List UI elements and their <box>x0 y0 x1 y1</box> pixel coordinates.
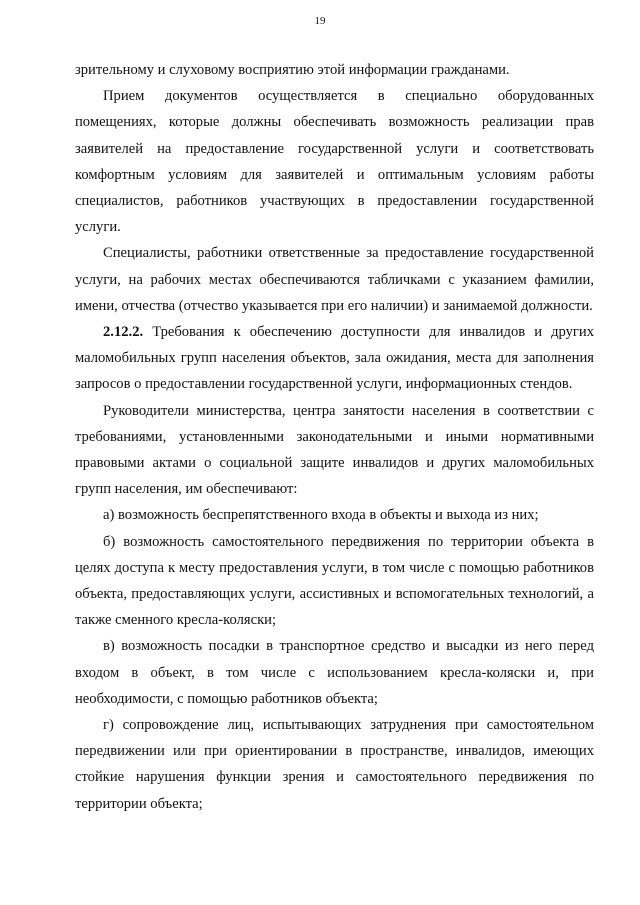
list-item-v: в) возможность посадки в транспортное средство и высадки из него перед входом в объект, в том числе с использованием кресла-коляски и, при необходимости, с помощью работников объекта; <box>75 638 594 707</box>
paragraph-document-reception: Прием документов осуществляется в специально оборудованных помещениях, которые должны обеспечивать возможность реализации прав заявителей на предоставление государственной услуги и соответствовать комфортным условиям для заявителей и оптимальным условиям работы специалистов, работников участвующих в предоставлении государственной услуги. <box>75 88 594 236</box>
paragraph-managers-provide: Руководители министерства, центра занятости населения в соответствии с требованиями, установленными законодательными и иными нормативными правовыми актами о социальной защите инвалидов и других маломобильных групп населения, им обеспечивают: <box>75 402 594 498</box>
list-item-a: а) возможность беспрепятственного входа в объекты и выхода из них; <box>103 507 539 524</box>
list-item-g: г) сопровождение лиц, испытывающих затруднения при самостоятельном передвижении или при ориентировании в пространстве, инвалидов, имеющих стойкие нарушения функции зрения и самостоятельного передвижения по территории объекта; <box>75 717 594 812</box>
section-heading-text: Требования к обеспечению доступности для инвалидов и других маломобильных групп населения объектов, зала ожидания, места для заполнения запросов о предоставлении государственной услуги, информационных стендов. <box>75 324 594 393</box>
page-number: 19 <box>314 15 326 27</box>
document-body <box>75 57 594 817</box>
section-number: 2.12.2. <box>103 324 144 341</box>
paragraph-continuation: зрительному и слуховому восприятию этой информации гражданами. <box>75 62 510 78</box>
paragraph-section-2-12-2 <box>75 319 594 398</box>
paragraph-specialists-nameplates: Специалисты, работники ответственные за предоставление государственной услуги, на рабочих местах обеспечиваются табличками с указанием фамилии, имени, отчества (отчество указывается при его наличии) и занимаемой должности. <box>75 245 594 314</box>
list-item-b: б) возможность самостоятельного передвижения по территории объекта в целях доступа к месту предоставления услуги, в том числе с помощью работников объекта, предоставляющих услуги, ассистивных и вспомогательных технологий, а также сменного кресла-коляски; <box>75 533 594 629</box>
